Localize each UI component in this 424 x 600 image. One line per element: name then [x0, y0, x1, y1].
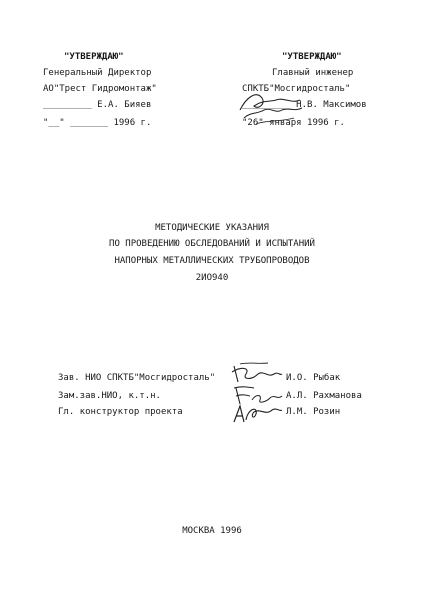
approval-left-signature-line: _________ Е.А. Бияев [43, 100, 152, 110]
approval-left-position: Генеральный Директор [43, 68, 152, 78]
approval-right-signature-line: _________ Н.В. Максимов [242, 100, 367, 110]
approval-left-organization: АО"Трест Гидромонтаж" [43, 84, 157, 94]
signatory-role: Зав. НИО СПКТБ"Мосгидросталь" [58, 373, 216, 383]
document-code: 2ИО940 [195, 273, 229, 283]
approval-left-date-line: "__" _______ 1996 г. [43, 118, 152, 128]
signatory-name: А.Л. Рахманова [286, 391, 362, 401]
signatory-name: И.О. Рыбак [286, 373, 341, 383]
approval-right-heading: "УТВЕРЖДАЮ" [282, 52, 342, 62]
footer-city-year: МОСКВА 1996 [182, 526, 242, 536]
approval-right-date-line: "26" января 1996 г. [242, 118, 345, 128]
approval-left-heading: "УТВЕРЖДАЮ" [64, 52, 124, 62]
title-line-2: ПО ПРОВЕДЕНИЮ ОБСЛЕДОВАНИЙ И ИСПЫТАНИЙ [109, 239, 315, 249]
signature-3 [230, 402, 284, 426]
title-line-1: МЕТОДИЧЕСКИЕ УКАЗАНИЯ [155, 223, 269, 233]
approval-right-organization: СПКТБ"Мосгидросталь" [242, 84, 351, 94]
approval-right-position: Главный инженер [272, 68, 354, 78]
signatory-role: Гл. конструктор проекта [58, 407, 183, 417]
approval-signature-right [236, 80, 306, 130]
title-line-3: НАПОРНЫХ МЕТАЛЛИЧЕСКИХ ТРУБОПРОВОДОВ [114, 256, 310, 266]
signatory-name: Л.М. Розин [286, 407, 341, 417]
signature-1 [228, 362, 284, 386]
signatory-role: Зам.зав.НИО, к.т.н. [58, 391, 161, 401]
